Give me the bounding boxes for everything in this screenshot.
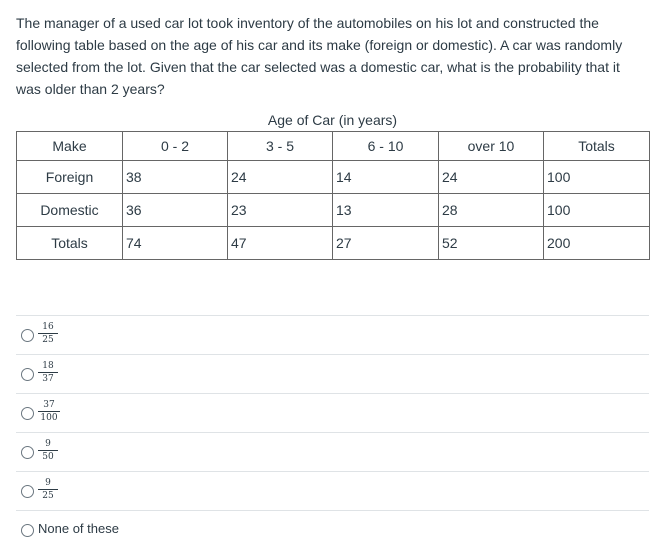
table-cell: 36 — [123, 194, 228, 227]
fraction-bar — [38, 450, 58, 451]
fraction-bar — [38, 411, 60, 412]
row-label: Domestic — [17, 194, 123, 227]
fraction — [38, 478, 58, 501]
fraction — [38, 322, 58, 345]
table-cell: 74 — [123, 227, 228, 260]
table-cell: 23 — [228, 194, 333, 227]
table-row-domestic — [17, 194, 650, 227]
header-make: Make — [17, 132, 123, 161]
header-0-2: 0 - 2 — [123, 132, 228, 161]
fraction-bar — [38, 372, 58, 373]
inventory-table — [16, 131, 650, 260]
table-cell: 100 — [544, 161, 650, 194]
table-cell: 47 — [228, 227, 333, 260]
answer-option-4[interactable] — [16, 432, 649, 471]
table-row-foreign — [17, 161, 650, 194]
fraction-numerator: 9 — [45, 439, 51, 449]
fraction-denominator: 25 — [42, 335, 54, 345]
row-label: Foreign — [17, 161, 123, 194]
fraction-denominator: 100 — [40, 413, 58, 423]
answer-option-1[interactable] — [16, 315, 649, 354]
table-caption: Age of Car (in years) — [267, 112, 398, 128]
radio-button[interactable] — [21, 524, 34, 537]
row-label: Totals — [17, 227, 123, 260]
option-label: None of these — [38, 521, 119, 536]
table-cell: 52 — [439, 227, 544, 260]
header-over-10: over 10 — [439, 132, 544, 161]
fraction — [38, 400, 60, 423]
table-cell: 200 — [544, 227, 650, 260]
table-header-row — [17, 132, 650, 161]
radio-button[interactable] — [21, 329, 34, 342]
answer-option-6[interactable] — [16, 510, 649, 549]
answer-option-2[interactable] — [16, 354, 649, 393]
table-cell: 100 — [544, 194, 650, 227]
table-cell: 13 — [333, 194, 439, 227]
table-cell: 14 — [333, 161, 439, 194]
table-cell: 24 — [228, 161, 333, 194]
radio-button[interactable] — [21, 485, 34, 498]
fraction-bar — [38, 333, 58, 334]
table-cell: 28 — [439, 194, 544, 227]
table-cell: 38 — [123, 161, 228, 194]
header-3-5: 3 - 5 — [228, 132, 333, 161]
fraction-numerator: 9 — [45, 478, 51, 488]
radio-button[interactable] — [21, 368, 34, 381]
table-cell: 27 — [333, 227, 439, 260]
radio-button[interactable] — [21, 446, 34, 459]
fraction-bar — [38, 489, 58, 490]
fraction — [38, 361, 58, 384]
question-text: The manager of a used car lot took inventory of the automobiles on his lot and constructed the following table based on the age of his car and its make (foreign or domestic). A car was randomly selected from the lot. Given that the car selected was a domestic car, what is the probability that it was older than 2 years? — [16, 15, 623, 97]
fraction — [38, 439, 58, 462]
fraction-numerator: 18 — [42, 361, 54, 371]
fraction-denominator: 37 — [42, 374, 54, 384]
fraction-denominator: 50 — [42, 452, 54, 462]
header-6-10: 6 - 10 — [333, 132, 439, 161]
fraction-numerator: 16 — [42, 322, 54, 332]
answer-option-3[interactable] — [16, 393, 649, 432]
header-totals: Totals — [544, 132, 650, 161]
fraction-denominator: 25 — [42, 491, 54, 501]
radio-button[interactable] — [21, 407, 34, 420]
answer-options — [16, 315, 649, 549]
table-row-totals — [17, 227, 650, 260]
answer-option-5[interactable] — [16, 471, 649, 510]
table-cell: 24 — [439, 161, 544, 194]
fraction-numerator: 37 — [43, 400, 55, 410]
